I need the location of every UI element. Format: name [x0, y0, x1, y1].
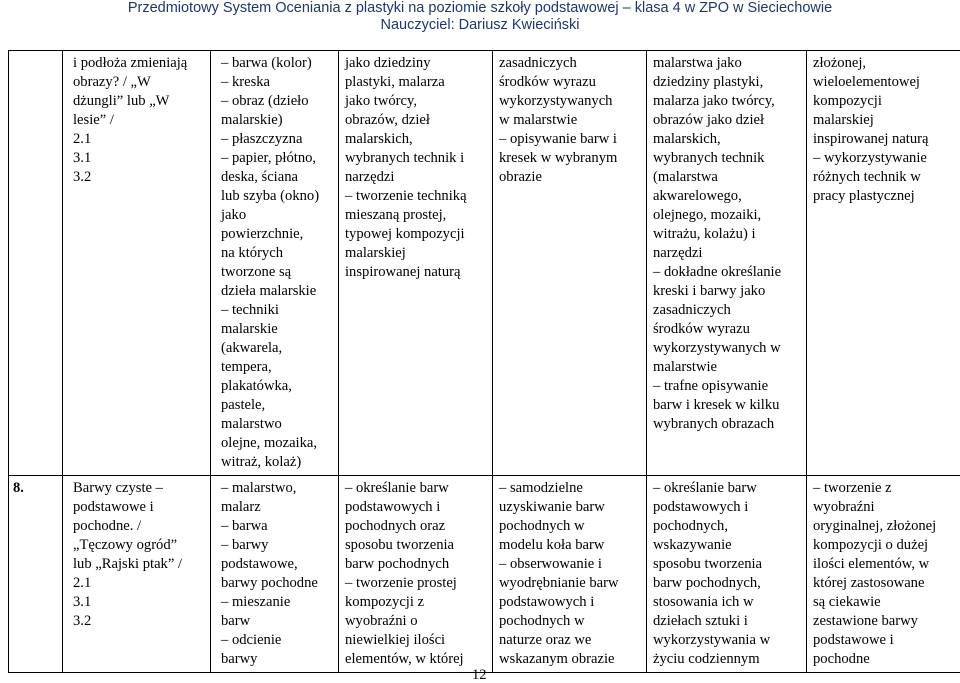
cell-line: środków wyrazu — [653, 320, 800, 339]
cell-line: malarstwo — [221, 415, 332, 434]
cell-line: – trafne opisywanie — [653, 377, 800, 396]
cell-line: wieloelementowej — [813, 73, 954, 92]
cell-line: 3.2 — [73, 168, 204, 187]
table-cell — [493, 476, 647, 673]
cell-line: – kreska — [221, 73, 332, 92]
cell-line: zasadniczych — [499, 54, 640, 73]
cell-line: olejnego, mozaiki, — [653, 206, 800, 225]
cell-line: 3.1 — [73, 593, 204, 612]
cell-line: wybranych obrazach — [653, 415, 800, 434]
cell-line: podstawowych i — [345, 498, 486, 517]
cell-line: środków wyrazu — [499, 73, 640, 92]
cell-line: – techniki — [221, 301, 332, 320]
cell-line: jako — [221, 206, 332, 225]
table-row — [9, 51, 960, 476]
cell-line: elementów, w której — [345, 650, 486, 669]
cell-line: sposobu tworzenia — [345, 536, 486, 555]
cell-line: – dokładne określanie — [653, 263, 800, 282]
cell-line: powierzchnie, — [221, 225, 332, 244]
table-cell — [493, 51, 647, 476]
table-cell — [807, 51, 960, 476]
cell-line: – płaszczyzna — [221, 130, 332, 149]
table-cell — [211, 476, 339, 673]
cell-line: – papier, płótno, — [221, 149, 332, 168]
cell-line: malarskiej — [345, 244, 486, 263]
cell-line: podstawowe i — [813, 631, 954, 650]
cell-line: malarskie) — [221, 111, 332, 130]
cell-line: stosowania ich w — [653, 593, 800, 612]
cell-line: barw pochodnych, — [653, 574, 800, 593]
header-teacher: Nauczyciel: Dariusz Kwieciński — [0, 17, 960, 34]
document-header — [0, 0, 960, 36]
cell-line: dziedziny plastyki, — [653, 73, 800, 92]
cell-line: barw pochodnych — [345, 555, 486, 574]
cell-line: narzędzi — [653, 244, 800, 263]
cell-line: wskazanym obrazie — [499, 650, 640, 669]
cell-line: pochodnych, — [653, 517, 800, 536]
table-cell — [339, 476, 493, 673]
cell-line: – określanie barw — [653, 479, 800, 498]
cell-line: dzieła malarskie — [221, 282, 332, 301]
cell-line: ilości elementów, w — [813, 555, 954, 574]
cell-line: w malarstwie — [499, 111, 640, 130]
cell-line: malarstwie — [653, 358, 800, 377]
cell-line: malarz — [221, 498, 332, 517]
cell-line: deska, ściana — [221, 168, 332, 187]
cell-line: narzędzi — [345, 168, 486, 187]
cell-line: Barwy czyste – — [73, 479, 204, 498]
cell-line: złożonej, — [813, 54, 954, 73]
cell-line: (akwarela, — [221, 339, 332, 358]
cell-line: naturze oraz we — [499, 631, 640, 650]
cell-line: dżungli” lub „W — [73, 92, 204, 111]
cell-line: malarskich, — [345, 130, 486, 149]
cell-line: oryginalnej, złożonej — [813, 517, 954, 536]
cell-line: zestawione barwy — [813, 612, 954, 631]
cell-line: lesie” / — [73, 111, 204, 130]
cell-line: barwy pochodne — [221, 574, 332, 593]
cell-line: malarskiej — [813, 111, 954, 130]
cell-line: (malarstwa — [653, 168, 800, 187]
cell-line: sposobu tworzenia — [653, 555, 800, 574]
cell-line: – odcienie — [221, 631, 332, 650]
cell-line: „Tęczowy ogród” — [73, 536, 204, 555]
cell-line: – tworzenie prostej — [345, 574, 486, 593]
cell-line: malarza jako twórcy, — [653, 92, 800, 111]
cell-line: obrazów jako dzieł — [653, 111, 800, 130]
cell-line: lub „Rajski ptak” / — [73, 555, 204, 574]
cell-line: pochodnych oraz — [345, 517, 486, 536]
cell-line: barwy — [221, 650, 332, 669]
table-cell — [211, 51, 339, 476]
table-cell — [63, 476, 211, 673]
cell-line: inspirowanej naturą — [345, 263, 486, 282]
cell-line: – malarstwo, — [221, 479, 332, 498]
cell-line: pochodnych w — [499, 612, 640, 631]
cell-line: wskazywanie — [653, 536, 800, 555]
cell-line: jako twórcy, — [345, 92, 486, 111]
cell-line: 2.1 — [73, 574, 204, 593]
cell-line: pochodnych w — [499, 517, 640, 536]
table-row — [9, 476, 960, 673]
cell-line: – obserwowanie i — [499, 555, 640, 574]
cell-line: olejne, mozaika, — [221, 434, 332, 453]
cell-line: życiu codziennym — [653, 650, 800, 669]
cell-line: tworzone są — [221, 263, 332, 282]
cell-line: – barwy — [221, 536, 332, 555]
cell-line: akwarelowego, — [653, 187, 800, 206]
cell-line: wybranych technik — [653, 149, 800, 168]
cell-line: zasadniczych — [653, 301, 800, 320]
row-number — [9, 51, 63, 476]
grading-table — [8, 50, 960, 673]
cell-line: i podłoża zmieniają — [73, 54, 204, 73]
cell-line: wykorzystywanych w — [653, 339, 800, 358]
cell-line: – samodzielne — [499, 479, 640, 498]
header-title: Przedmiotowy System Oceniania z plastyki na poziomie szkoły podstawowej – klasa 4 w ZPO w Sieciechowie — [0, 0, 960, 17]
cell-line: kresek w wybranym — [499, 149, 640, 168]
cell-line: – barwa (kolor) — [221, 54, 332, 73]
cell-line: wyodrębnianie barw — [499, 574, 640, 593]
cell-line: pochodne — [813, 650, 954, 669]
table-cell — [807, 476, 960, 673]
cell-line: – wykorzystywanie — [813, 149, 954, 168]
cell-line: podstawowych i — [499, 593, 640, 612]
cell-line: podstawowych i — [653, 498, 800, 517]
cell-line: 3.2 — [73, 612, 204, 631]
cell-line: – opisywanie barw i — [499, 130, 640, 149]
cell-line: – tworzenie techniką — [345, 187, 486, 206]
table-cell — [339, 51, 493, 476]
cell-line: której zastosowane — [813, 574, 954, 593]
cell-line: obrazów, dzieł — [345, 111, 486, 130]
cell-line: lub szyba (okno) — [221, 187, 332, 206]
cell-line: jako dziedziny — [345, 54, 486, 73]
cell-line: – mieszanie — [221, 593, 332, 612]
cell-line: – barwa — [221, 517, 332, 536]
cell-line: na których — [221, 244, 332, 263]
cell-line: kreski i barwy jako — [653, 282, 800, 301]
cell-line: wyobraźni — [813, 498, 954, 517]
cell-line: wybranych technik i — [345, 149, 486, 168]
cell-line: pracy plastycznej — [813, 187, 954, 206]
cell-line: – określanie barw — [345, 479, 486, 498]
cell-line: witrażu, kolażu) i — [653, 225, 800, 244]
cell-line: malarstwa jako — [653, 54, 800, 73]
cell-line: plastyki, malarza — [345, 73, 486, 92]
row-number: 8. — [9, 476, 63, 673]
cell-line: typowej kompozycji — [345, 225, 486, 244]
cell-line: pastele, — [221, 396, 332, 415]
cell-line: – obraz (dzieło — [221, 92, 332, 111]
table-cell — [647, 51, 807, 476]
cell-line: pochodne. / — [73, 517, 204, 536]
cell-line: uzyskiwanie barw — [499, 498, 640, 517]
cell-line: wyobraźni o — [345, 612, 486, 631]
cell-line: 3.1 — [73, 149, 204, 168]
cell-line: obrazie — [499, 168, 640, 187]
cell-line: modelu koła barw — [499, 536, 640, 555]
cell-line: barw — [221, 612, 332, 631]
cell-line: tempera, — [221, 358, 332, 377]
cell-line: podstawowe i — [73, 498, 204, 517]
cell-line: mieszaną prostej, — [345, 206, 486, 225]
cell-line: malarskie — [221, 320, 332, 339]
cell-line: – tworzenie z — [813, 479, 954, 498]
page-number: 12 — [472, 667, 487, 683]
cell-line: wykorzystywania w — [653, 631, 800, 650]
cell-line: różnych technik w — [813, 168, 954, 187]
cell-line: kompozycji — [813, 92, 954, 111]
cell-line: podstawowe, — [221, 555, 332, 574]
table-cell — [647, 476, 807, 673]
cell-line: barw i kresek w kilku — [653, 396, 800, 415]
table-cell — [63, 51, 211, 476]
cell-line: są ciekawie — [813, 593, 954, 612]
cell-line: wykorzystywanych — [499, 92, 640, 111]
cell-line: dziełach sztuki i — [653, 612, 800, 631]
cell-line: obrazy? / „W — [73, 73, 204, 92]
cell-line: kompozycji z — [345, 593, 486, 612]
cell-line: malarskich, — [653, 130, 800, 149]
cell-line: plakatówka, — [221, 377, 332, 396]
cell-line: 2.1 — [73, 130, 204, 149]
cell-line: kompozycji o dużej — [813, 536, 954, 555]
cell-line: witraż, kolaż) — [221, 453, 332, 472]
cell-line: inspirowanej naturą — [813, 130, 954, 149]
cell-line: niewielkiej ilości — [345, 631, 486, 650]
